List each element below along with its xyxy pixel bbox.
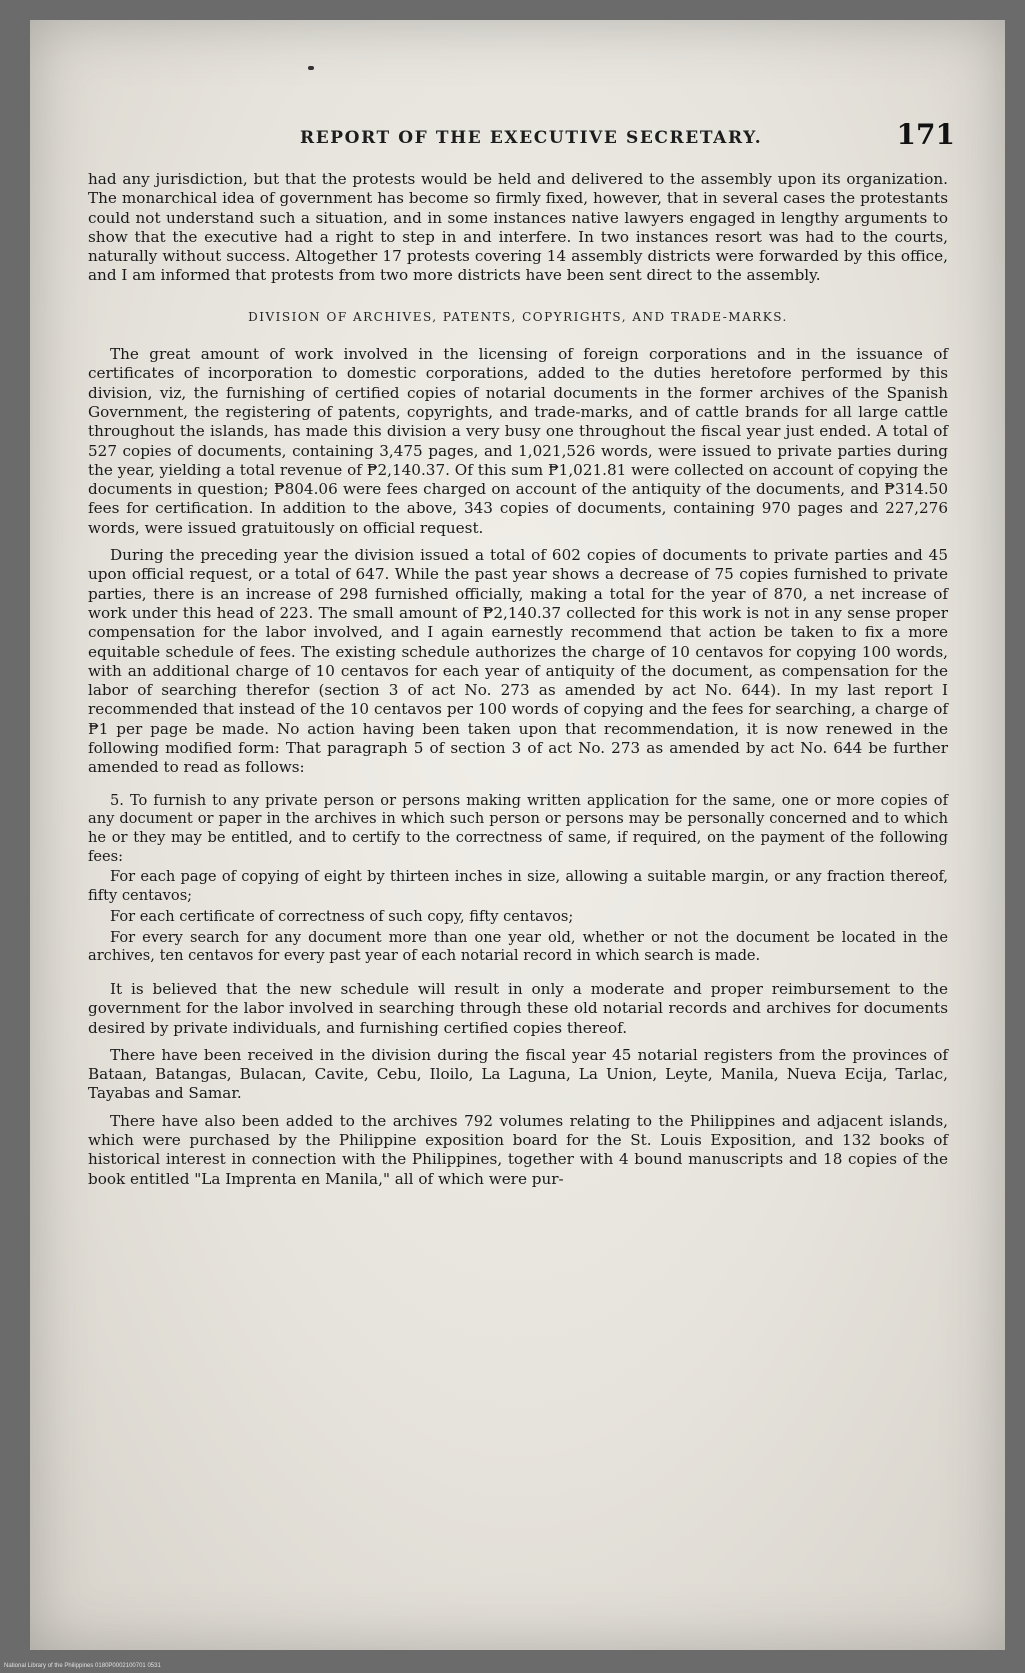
document-page bbox=[30, 20, 1005, 1650]
quote-fee-search: For every search for any document more than one year old, whether or not the document be located in the archives, ten centavos for every past year of each notarial record in which search is made. bbox=[88, 928, 948, 965]
paragraph-archives-volumes: There have also been added to the archives 792 volumes relating to the Philippines and adjacent islands, which were purchased by the Philippine exposition board for the St. Louis Exposition, and 132 books of historical interest in connection with the Philippines, together with 4 bound manuscripts and 18 copies of the book entitled "La Imprenta en Manila," all of which were pur- bbox=[88, 1111, 948, 1188]
paragraph-new-schedule: It is believed that the new schedule will result in only a moderate and proper reimbursement to the government for the labor involved in searching through these old notarial records and archives for documents desired by private individuals, and furnishing certified copies thereof. bbox=[88, 979, 948, 1037]
body-text bbox=[88, 170, 948, 1197]
paragraph-archives-work: The great amount of work involved in the licensing of foreign corporations and in the issuance of certificates of incorporation to domestic corporations, added to the duties heretofore performed by this division, viz, the furnishing of certified copies of notarial documents in the former archives of the Spanish Government, the registering of patents, copyrights, and trade-marks, and of cattle brands for all large cattle throughout the islands, has made this division a very busy one throughout the fiscal year just ended. A total of 527 copies of documents, containing 3,475 pages, and 1,021,526 words, were issued to private parties during the year, yielding a total revenue of ₱2,140.37. Of this sum ₱1,021.81 were collected on account of copying the documents in question; ₱804.06 were fees charged on account of the antiquity of the documents, and ₱314.50 fees for certification. In addition to the above, 343 copies of documents, containing 970 pages and 227,276 words, were issued gratuitously on official request. bbox=[88, 345, 948, 537]
section-heading: DIVISION OF ARCHIVES, PATENTS, COPYRIGHTS, AND TRADE-MARKS. bbox=[248, 309, 788, 324]
quote-fee-page: For each page of copying of eight by thirteen inches in size, allowing a suitable margin, or any fraction thereof, fifty centavos; bbox=[88, 868, 948, 905]
paragraph-continued: had any jurisdiction, but that the protests would be held and delivered to the assembly upon its organization. The monarchical idea of government has become so firmly fixed, however, that in several cases the protestants could not understand such a situation, and in some instances native lawyers engaged in lengthy arguments to show that the executive had a right to step in and interfere. In two instances resort was had to the courts, naturally without success. Altogether 17 protests covering 14 assembly districts were forwarded by this office, and I am informed that protests from two more districts have been sent direct to the assembly. bbox=[88, 170, 948, 285]
paragraph-notarial-registers: There have been received in the division during the fiscal year 45 notarial registers from the provinces of Bataan, Batangas, Bulacan, Cavite, Cebu, Iloilo, La Laguna, La Union, Leyte, Manila, Nueva Ecija, Tarlac, Tayabas and Samar. bbox=[88, 1045, 948, 1103]
page-header bbox=[100, 110, 955, 160]
quote-paragraph-5: 5. To furnish to any private person or persons making written application for the same, one or more copies of any document or paper in the archives in which such person or persons may be personally concerned and to which he or they may be entitled, and to certify to the correctness of same, if required, on the payment of the following fees: bbox=[88, 791, 948, 865]
quoted-amendment bbox=[88, 792, 948, 966]
ink-mark bbox=[308, 66, 314, 70]
quote-fee-certificate: For each certificate of correctness of such copy, fifty centavos; bbox=[110, 907, 574, 925]
scan-credit: National Library of the Philippines 0180P0002100701 0531 bbox=[4, 1663, 161, 1669]
running-head: REPORT OF THE EXECUTIVE SECRETARY. bbox=[300, 128, 763, 148]
paragraph-preceding-year: During the preceding year the division issued a total of 602 copies of documents to private parties and 45 upon official request, or a total of 647. While the past year shows a decrease of 75 copies furnished to private parties, there is an increase of 298 furnished officially, making a total for the year of 870, a net increase of work under this head of 223. The small amount of ₱2,140.37 collected for this work is not in any sense proper compensation for the labor involved, and I again earnestly recommend that action be taken to fix a more equitable schedule of fees. The existing schedule authorizes the charge of 10 centavos for copying 100 words, with an additional charge of 10 centavos for each year of antiquity of the document, as compensation for the labor of searching therefor (section 3 of act No. 273 as amended by act No. 644). In my last report I recommended that instead of the 10 centavos per 100 words of copying and the fees for searching, a charge of ₱1 per page be made. No action having been taken upon that recommendation, it is now renewed in the following modified form: That paragraph 5 of section 3 of act No. 273 as amended by act No. 644 be further amended to read as follows: bbox=[88, 546, 948, 777]
page-number: 171 bbox=[896, 118, 955, 151]
